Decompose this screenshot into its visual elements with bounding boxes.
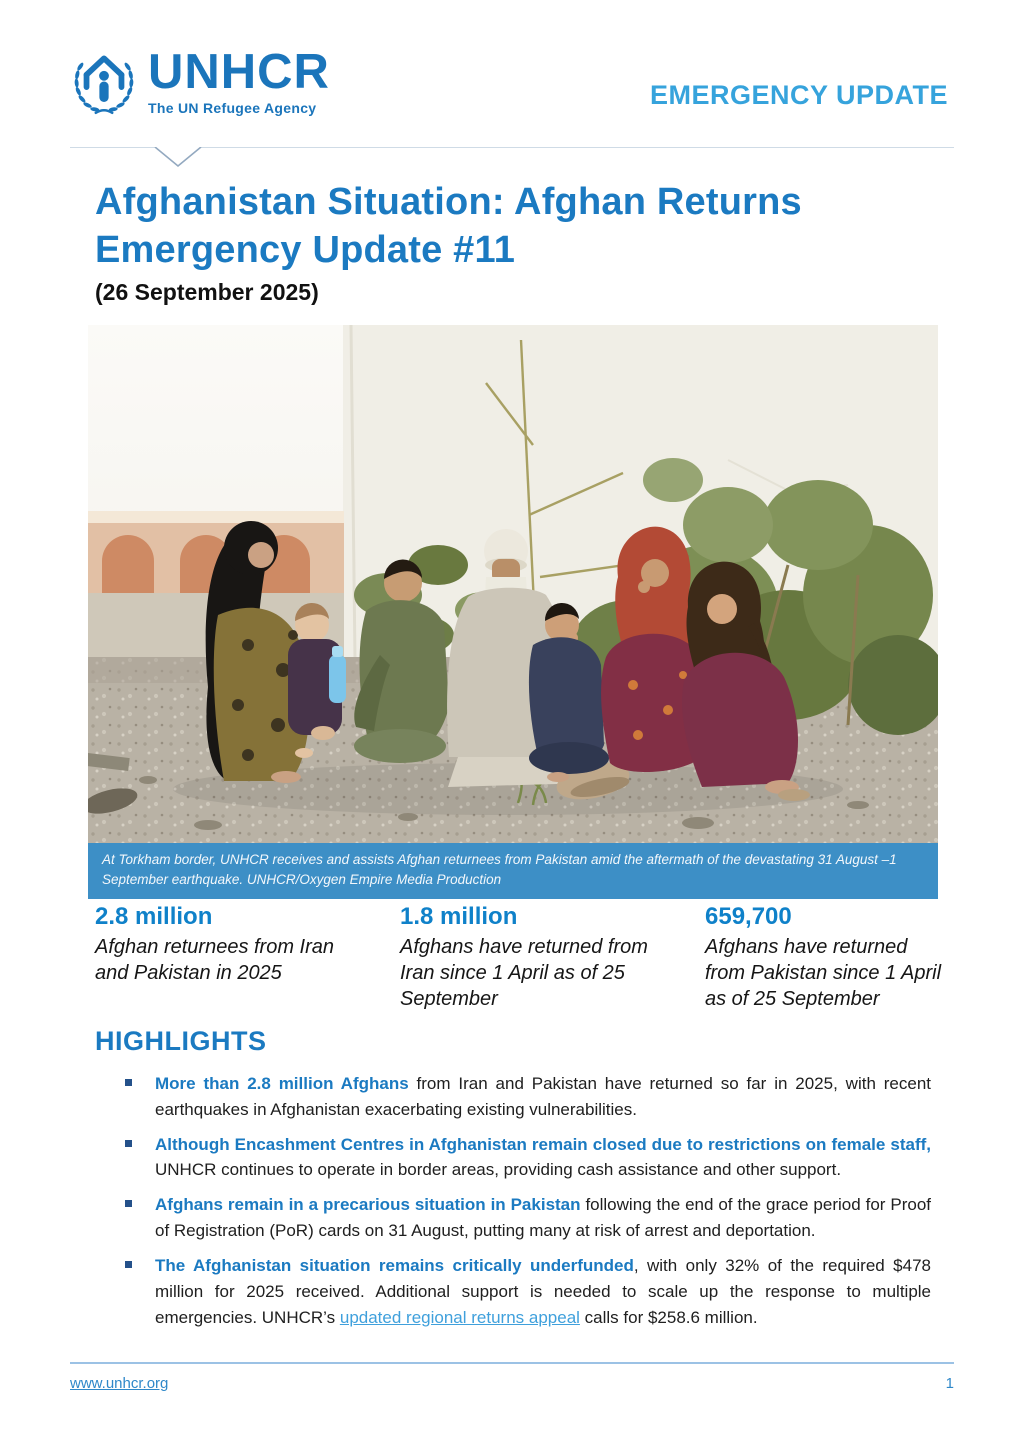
logo-tagline: The UN Refugee Agency <box>148 100 317 116</box>
doc-type-label: EMERGENCY UPDATE <box>649 80 948 110</box>
list-item <box>125 1192 931 1244</box>
header-divider <box>70 147 954 148</box>
title-line2: Emergency Update #11 <box>95 229 516 272</box>
key-statistics <box>95 903 945 1012</box>
report-date: (26 September 2025) <box>95 279 319 305</box>
highlights-list <box>125 1071 931 1339</box>
bullet-square-icon <box>125 1200 132 1207</box>
unhcr-logo <box>70 46 330 120</box>
stat-label: Afghan returnees from Iran and Pakistan in 2025 <box>95 936 335 984</box>
photo-illustration <box>88 325 938 843</box>
logo-text <box>148 46 330 115</box>
page-title <box>95 178 802 275</box>
list-item <box>125 1253 931 1330</box>
stat-value: 1.8 million <box>400 903 518 930</box>
stat-value: 2.8 million <box>95 903 213 930</box>
bullet-square-icon <box>125 1079 132 1086</box>
bullet-square-icon <box>125 1140 132 1147</box>
stat-value: 659,700 <box>705 903 792 930</box>
stat-label: Afghans have returned from Pakistan since 1 April as of 25 September <box>705 936 942 1010</box>
unhcr-website-link[interactable]: www.unhcr.org <box>70 1375 169 1392</box>
stat-returns-iran <box>400 903 705 1012</box>
unhcr-emblem-icon <box>70 46 138 120</box>
stat-label: Afghans have returned from Iran since 1 April as of 25 September <box>400 936 648 1010</box>
highlight-text: Afghans remain in a precarious situation in Pakistan following the end of the grace period for Proof of Registration (PoR) cards on 31 August, putting many at risk of arrest and deportation. <box>155 1195 931 1241</box>
page-number: 1 <box>945 1375 954 1392</box>
logo-wordmark: UNHCR <box>148 45 330 99</box>
highlight-text: Although Encashment Centres in Afghanistan remain closed due to restrictions on female staff, UNHCR continues to operate in border areas, providing cash assistance and other support. <box>155 1134 931 1180</box>
list-item <box>125 1071 931 1123</box>
regional-returns-appeal-link[interactable]: updated regional returns appeal <box>339 1307 580 1327</box>
bullet-square-icon <box>125 1261 132 1268</box>
highlight-text: The Afghanistan situation remains critically underfunded, with only 32% of the required $478 million for 2025 received. Additional support is needed to scale up the response to multiple emergencies. UNHCR’s updated regional returns appeal calls for $258.6 million. <box>155 1255 931 1327</box>
page-footer <box>70 1362 954 1392</box>
highlight-text: More than 2.8 million Afghans from Iran and Pakistan have returned so far in 2025, with recent earthquakes in Afghanistan exacerbating existing vulnerabilities. <box>155 1074 931 1119</box>
list-item <box>125 1132 931 1184</box>
title-line1: Afghanistan Situation: Afghan Returns <box>95 181 802 223</box>
stat-returns-pakistan <box>705 903 945 1012</box>
highlights-heading: HIGHLIGHTS <box>95 1026 267 1056</box>
photo-caption: At Torkham border, UNHCR receives and assists Afghan returnees from Pakistan amid the aftermath of the devastating 31 August –1 September earthquake. UNHCR/Oxygen Empire Media Production <box>88 843 938 899</box>
photo <box>88 325 938 899</box>
chevron-down-icon <box>154 147 202 169</box>
stat-returnees-total <box>95 903 400 1012</box>
